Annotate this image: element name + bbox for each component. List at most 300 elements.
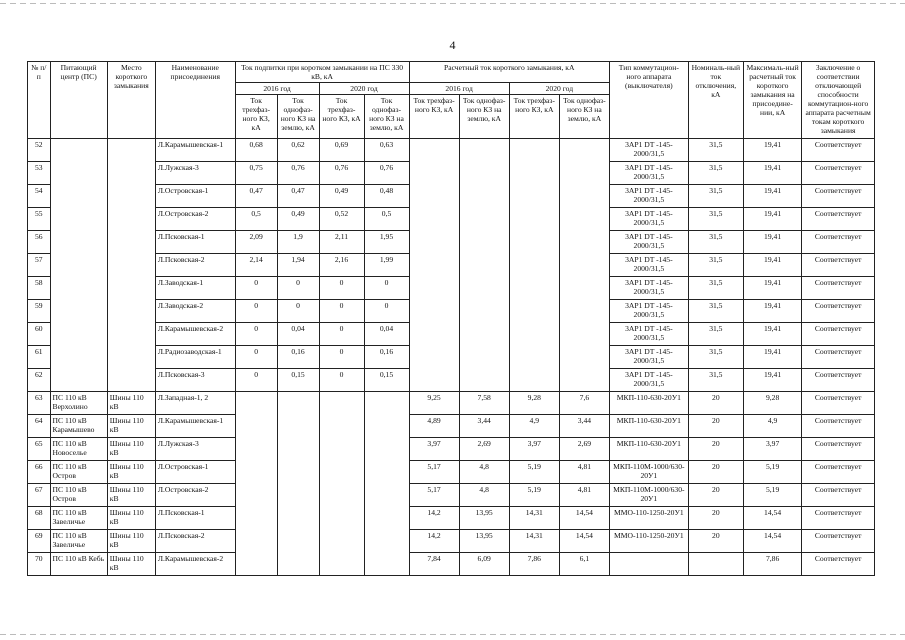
cell-row-number: 68 <box>28 507 51 530</box>
cell-feed-2016-3ph: 2,14 <box>235 254 277 277</box>
cell-max-current: 19,41 <box>743 254 801 277</box>
cell-feeding-center <box>50 208 107 231</box>
cell-fault-location: Шины 110 кВ <box>107 415 155 438</box>
cell-calc-2020-1ph <box>559 231 609 254</box>
cell-calc-2020-1ph <box>559 300 609 323</box>
cell-feed-2020-1ph: 0,15 <box>364 369 409 392</box>
cell-feeding-center: ПС 110 кВ Остров <box>50 461 107 484</box>
cell-rated-current: 31,5 <box>688 277 743 300</box>
cell-max-current: 19,41 <box>743 139 801 162</box>
cell-calc-2016-1ph <box>459 231 509 254</box>
cell-feed-2016-3ph: 0 <box>235 323 277 346</box>
cell-calc-2016-3ph <box>409 231 459 254</box>
cell-calc-2020-3ph <box>509 369 559 392</box>
cell-max-current: 7,86 <box>743 553 801 576</box>
table-row <box>28 507 875 530</box>
cell-feed-2020-1ph <box>364 415 409 438</box>
cell-calc-2020-3ph <box>509 185 559 208</box>
cell-feeding-center <box>50 231 107 254</box>
cell-calc-2016-1ph <box>459 208 509 231</box>
cell-feed-2016-3ph: 2,09 <box>235 231 277 254</box>
cell-conclusion: Соответствует <box>802 139 875 162</box>
cell-calc-2016-3ph <box>409 139 459 162</box>
cell-feeding-center: ПС 110 кВ Кебь <box>50 553 107 576</box>
cell-fault-location <box>107 277 155 300</box>
cell-feed-2016-1ph: 0 <box>277 277 319 300</box>
cell-switch-type: МКП-110М-1000/630-20У1 <box>609 484 688 507</box>
cell-feed-2016-1ph: 0,15 <box>277 369 319 392</box>
cell-rated-current <box>688 553 743 576</box>
cell-conclusion: Соответствует <box>802 185 875 208</box>
cell-feeding-center: ПС 110 кВ Остров <box>50 484 107 507</box>
cell-conclusion: Соответствует <box>802 530 875 553</box>
cell-feed-2016-3ph <box>235 415 277 438</box>
cell-calc-2020-1ph: 14,54 <box>559 530 609 553</box>
scan-artifact-bottom <box>0 634 905 635</box>
cell-calc-2020-3ph <box>509 162 559 185</box>
cell-feed-2020-3ph: 0,76 <box>319 162 364 185</box>
cell-calc-2016-1ph <box>459 300 509 323</box>
table-row <box>28 530 875 553</box>
cell-feed-2016-3ph <box>235 461 277 484</box>
cell-row-number: 52 <box>28 139 51 162</box>
cell-fault-location: Шины 110 кВ <box>107 484 155 507</box>
cell-fault-location <box>107 346 155 369</box>
cell-feed-2020-3ph <box>319 415 364 438</box>
cell-connection-name: Л.Западная-1, 2 <box>155 392 235 415</box>
cell-rated-current: 31,5 <box>688 208 743 231</box>
cell-feed-2020-3ph: 2,16 <box>319 254 364 277</box>
cell-fault-location <box>107 369 155 392</box>
cell-rated-current: 31,5 <box>688 346 743 369</box>
cell-row-number: 67 <box>28 484 51 507</box>
cell-feed-2016-1ph <box>277 415 319 438</box>
header-calc-2016-1ph: Ток однофаз-ного КЗ на землю, кА <box>459 95 509 139</box>
cell-row-number: 55 <box>28 208 51 231</box>
table-row <box>28 369 875 392</box>
cell-feed-2020-1ph <box>364 438 409 461</box>
cell-calc-2020-1ph: 6,1 <box>559 553 609 576</box>
cell-feed-2020-1ph: 0,16 <box>364 346 409 369</box>
cell-max-current: 9,28 <box>743 392 801 415</box>
cell-fault-location <box>107 323 155 346</box>
cell-calc-2020-1ph <box>559 139 609 162</box>
cell-switch-type <box>609 553 688 576</box>
cell-feed-2020-1ph: 0,76 <box>364 162 409 185</box>
cell-feeding-center: ПС 110 кВ Завеличье <box>50 530 107 553</box>
cell-calc-2020-1ph: 4,81 <box>559 461 609 484</box>
cell-rated-current: 20 <box>688 438 743 461</box>
cell-calc-2016-1ph: 13,95 <box>459 507 509 530</box>
cell-max-current: 19,41 <box>743 346 801 369</box>
cell-connection-name: Л.Заводская-1 <box>155 277 235 300</box>
cell-switch-type: 3AP1 DT -145-2000/31,5 <box>609 346 688 369</box>
header-fault-location: Место короткого замыкания <box>107 62 155 139</box>
table-row <box>28 553 875 576</box>
cell-feed-2020-1ph <box>364 484 409 507</box>
header-feed-2020: 2020 год <box>319 83 409 95</box>
cell-calc-2016-3ph: 5,17 <box>409 461 459 484</box>
cell-row-number: 57 <box>28 254 51 277</box>
table-row <box>28 139 875 162</box>
cell-feed-2016-3ph <box>235 553 277 576</box>
cell-calc-2016-1ph: 4,8 <box>459 461 509 484</box>
cell-connection-name: Л.Островская-1 <box>155 461 235 484</box>
cell-feed-2016-3ph <box>235 484 277 507</box>
cell-max-current: 19,41 <box>743 323 801 346</box>
cell-feed-2016-1ph: 0,04 <box>277 323 319 346</box>
cell-row-number: 56 <box>28 231 51 254</box>
cell-calc-2020-3ph: 4,9 <box>509 415 559 438</box>
cell-switch-type: МКП-110-630-20У1 <box>609 438 688 461</box>
cell-feed-2016-1ph: 1,94 <box>277 254 319 277</box>
cell-fault-location <box>107 185 155 208</box>
header-calc-current: Расчетный ток короткого замыкания, кА <box>409 62 609 83</box>
cell-calc-2020-3ph: 14,31 <box>509 530 559 553</box>
cell-feed-2016-3ph: 0 <box>235 369 277 392</box>
cell-fault-location <box>107 139 155 162</box>
cell-feed-2016-3ph: 0 <box>235 346 277 369</box>
cell-feeding-center <box>50 300 107 323</box>
cell-switch-type: ММО-110-1250-20У1 <box>609 507 688 530</box>
cell-connection-name: Л.Псковская-1 <box>155 507 235 530</box>
table-row <box>28 461 875 484</box>
cell-connection-name: Л.Псковская-3 <box>155 369 235 392</box>
cell-feed-2016-3ph: 0,5 <box>235 208 277 231</box>
cell-feed-2020-1ph: 0,48 <box>364 185 409 208</box>
cell-feed-2016-3ph <box>235 438 277 461</box>
cell-calc-2016-1ph: 4,8 <box>459 484 509 507</box>
cell-connection-name: Л.Карамышевская-1 <box>155 415 235 438</box>
cell-feed-2020-3ph <box>319 484 364 507</box>
table-row <box>28 254 875 277</box>
cell-calc-2020-1ph <box>559 162 609 185</box>
cell-calc-2020-3ph: 9,28 <box>509 392 559 415</box>
cell-calc-2016-3ph <box>409 277 459 300</box>
cell-row-number: 65 <box>28 438 51 461</box>
scan-artifact-top <box>0 3 905 4</box>
cell-feed-2020-1ph: 0,63 <box>364 139 409 162</box>
cell-conclusion: Соответствует <box>802 484 875 507</box>
cell-conclusion: Соответствует <box>802 323 875 346</box>
cell-calc-2020-3ph <box>509 300 559 323</box>
table-row <box>28 300 875 323</box>
table-row <box>28 208 875 231</box>
cell-fault-location <box>107 208 155 231</box>
cell-max-current: 19,41 <box>743 185 801 208</box>
cell-calc-2016-1ph: 7,58 <box>459 392 509 415</box>
cell-calc-2016-3ph: 5,17 <box>409 484 459 507</box>
header-feed-2016-3ph: Ток трехфаз-ного КЗ, кА <box>235 95 277 139</box>
cell-max-current: 19,41 <box>743 208 801 231</box>
cell-rated-current: 20 <box>688 415 743 438</box>
cell-row-number: 60 <box>28 323 51 346</box>
cell-feeding-center <box>50 346 107 369</box>
cell-fault-location <box>107 254 155 277</box>
cell-connection-name: Л.Псковская-1 <box>155 231 235 254</box>
cell-calc-2016-3ph: 14,2 <box>409 530 459 553</box>
cell-row-number: 59 <box>28 300 51 323</box>
cell-feed-2016-3ph: 0 <box>235 277 277 300</box>
cell-calc-2016-1ph <box>459 277 509 300</box>
cell-row-number: 63 <box>28 392 51 415</box>
header-conclusion: Заключение о соответствии отключающей способности коммутацион-ного аппарата расчетным токам короткого замыкания <box>802 62 875 139</box>
cell-conclusion: Соответствует <box>802 300 875 323</box>
cell-fault-location <box>107 300 155 323</box>
cell-feeding-center: ПС 110 кВ Завеличье <box>50 507 107 530</box>
cell-calc-2020-3ph <box>509 231 559 254</box>
cell-feed-2020-3ph: 0 <box>319 369 364 392</box>
header-calc-2020-3ph: Ток трехфаз-ного КЗ, кА <box>509 95 559 139</box>
cell-feed-2020-1ph <box>364 507 409 530</box>
cell-feed-2016-1ph <box>277 484 319 507</box>
cell-calc-2016-1ph <box>459 162 509 185</box>
cell-feed-2020-1ph: 0,04 <box>364 323 409 346</box>
cell-connection-name: Л.Карамышевская-2 <box>155 323 235 346</box>
cell-max-current: 14,54 <box>743 507 801 530</box>
cell-feed-2020-3ph: 0 <box>319 300 364 323</box>
cell-calc-2020-1ph <box>559 185 609 208</box>
header-calc-2016-3ph: Ток трехфаз-ного КЗ, кА <box>409 95 459 139</box>
cell-fault-location: Шины 110 кВ <box>107 530 155 553</box>
cell-calc-2016-1ph <box>459 369 509 392</box>
cell-feeding-center <box>50 162 107 185</box>
cell-calc-2020-3ph <box>509 323 559 346</box>
header-feed-current: Ток подпитки при коротком замыкании на ПС 330 кВ, кА <box>235 62 409 83</box>
cell-rated-current: 31,5 <box>688 231 743 254</box>
cell-calc-2016-3ph: 7,84 <box>409 553 459 576</box>
cell-calc-2016-3ph <box>409 323 459 346</box>
cell-calc-2020-3ph: 14,31 <box>509 507 559 530</box>
cell-feed-2020-3ph: 0,52 <box>319 208 364 231</box>
cell-calc-2016-1ph <box>459 139 509 162</box>
cell-feeding-center: ПС 110 кВ Карамышево <box>50 415 107 438</box>
cell-calc-2020-1ph: 14,54 <box>559 507 609 530</box>
cell-calc-2016-3ph <box>409 254 459 277</box>
cell-calc-2020-1ph: 2,69 <box>559 438 609 461</box>
cell-connection-name: Л.Карамышевская-2 <box>155 553 235 576</box>
cell-feeding-center <box>50 323 107 346</box>
cell-row-number: 69 <box>28 530 51 553</box>
cell-connection-name: Л.Псковская-2 <box>155 254 235 277</box>
header-feeding-center: Питающий центр (ПС) <box>50 62 107 139</box>
cell-feed-2016-1ph <box>277 507 319 530</box>
cell-calc-2020-3ph <box>509 254 559 277</box>
cell-calc-2020-1ph: 4,81 <box>559 484 609 507</box>
cell-row-number: 70 <box>28 553 51 576</box>
cell-rated-current: 20 <box>688 507 743 530</box>
cell-calc-2020-1ph <box>559 277 609 300</box>
cell-switch-type: ММО-110-1250-20У1 <box>609 530 688 553</box>
cell-feed-2020-3ph: 0 <box>319 277 364 300</box>
header-num: № п/п <box>28 62 51 139</box>
cell-calc-2016-1ph <box>459 323 509 346</box>
cell-max-current: 19,41 <box>743 369 801 392</box>
cell-calc-2020-3ph <box>509 208 559 231</box>
table-row <box>28 415 875 438</box>
cell-feed-2016-1ph: 0,47 <box>277 185 319 208</box>
cell-conclusion: Соответствует <box>802 346 875 369</box>
cell-feed-2020-3ph <box>319 392 364 415</box>
header-rated-current: Номиналь-ный ток отключения, кА <box>688 62 743 139</box>
cell-feed-2020-3ph: 2,11 <box>319 231 364 254</box>
cell-feed-2016-1ph: 0,62 <box>277 139 319 162</box>
cell-calc-2020-1ph <box>559 208 609 231</box>
cell-feed-2020-3ph <box>319 438 364 461</box>
cell-switch-type: 3AP1 DT -145-2000/31,5 <box>609 277 688 300</box>
cell-feed-2020-1ph <box>364 530 409 553</box>
header-feed-2016: 2016 год <box>235 83 319 95</box>
cell-feed-2020-3ph: 0 <box>319 323 364 346</box>
cell-fault-location: Шины 110 кВ <box>107 507 155 530</box>
header-calc-2016: 2016 год <box>409 83 509 95</box>
cell-feed-2016-1ph: 0,49 <box>277 208 319 231</box>
header-feed-2020-1ph: Ток однофаз-ного КЗ на землю, кА <box>364 95 409 139</box>
cell-rated-current: 31,5 <box>688 300 743 323</box>
cell-conclusion: Соответствует <box>802 277 875 300</box>
cell-feeding-center: ПС 110 кВ Новоселье <box>50 438 107 461</box>
cell-max-current: 5,19 <box>743 484 801 507</box>
cell-feed-2016-1ph <box>277 553 319 576</box>
cell-conclusion: Соответствует <box>802 208 875 231</box>
table-row <box>28 346 875 369</box>
cell-row-number: 61 <box>28 346 51 369</box>
cell-max-current: 19,41 <box>743 231 801 254</box>
cell-feed-2020-1ph: 1,95 <box>364 231 409 254</box>
cell-feed-2016-1ph: 0,16 <box>277 346 319 369</box>
cell-calc-2016-3ph <box>409 369 459 392</box>
cell-conclusion: Соответствует <box>802 369 875 392</box>
cell-max-current: 3,97 <box>743 438 801 461</box>
cell-switch-type: 3AP1 DT -145-2000/31,5 <box>609 231 688 254</box>
cell-switch-type: 3AP1 DT -145-2000/31,5 <box>609 254 688 277</box>
cell-rated-current: 20 <box>688 530 743 553</box>
header-feed-2016-1ph: Ток однофаз-ного КЗ на землю, кА <box>277 95 319 139</box>
table-row <box>28 392 875 415</box>
cell-calc-2016-1ph <box>459 254 509 277</box>
cell-calc-2020-3ph: 5,19 <box>509 461 559 484</box>
cell-calc-2020-3ph <box>509 277 559 300</box>
cell-calc-2016-3ph: 14,2 <box>409 507 459 530</box>
cell-rated-current: 31,5 <box>688 162 743 185</box>
cell-rated-current: 31,5 <box>688 139 743 162</box>
cell-row-number: 58 <box>28 277 51 300</box>
cell-feed-2016-3ph: 0,47 <box>235 185 277 208</box>
cell-rated-current: 20 <box>688 392 743 415</box>
table-row <box>28 231 875 254</box>
cell-connection-name: Л.Лужская-3 <box>155 162 235 185</box>
cell-conclusion: Соответствует <box>802 461 875 484</box>
cell-connection-name: Л.Островская-2 <box>155 484 235 507</box>
cell-row-number: 66 <box>28 461 51 484</box>
cell-max-current: 19,41 <box>743 277 801 300</box>
cell-max-current: 14,54 <box>743 530 801 553</box>
cell-switch-type: МКП-110М-1000/630-20У1 <box>609 461 688 484</box>
cell-feeding-center <box>50 254 107 277</box>
cell-switch-type: 3AP1 DT -145-2000/31,5 <box>609 369 688 392</box>
header-switch-type: Тип коммутацион-ного аппарата (выключателя) <box>609 62 688 139</box>
cell-calc-2016-3ph <box>409 162 459 185</box>
cell-fault-location: Шины 110 кВ <box>107 392 155 415</box>
cell-conclusion: Соответствует <box>802 553 875 576</box>
cell-feed-2020-3ph: 0 <box>319 346 364 369</box>
cell-rated-current: 20 <box>688 484 743 507</box>
cell-conclusion: Соответствует <box>802 438 875 461</box>
cell-feed-2016-3ph <box>235 392 277 415</box>
cell-feed-2016-1ph <box>277 438 319 461</box>
cell-feed-2020-3ph <box>319 553 364 576</box>
cell-feed-2016-3ph: 0 <box>235 300 277 323</box>
cell-calc-2016-3ph <box>409 300 459 323</box>
cell-feed-2020-1ph <box>364 392 409 415</box>
table-row <box>28 323 875 346</box>
cell-feed-2020-3ph <box>319 507 364 530</box>
header-calc-2020: 2020 год <box>509 83 609 95</box>
header-max-current: Максималь-ный расчетный ток короткого замыкания на присоедине-нии, кА <box>743 62 801 139</box>
cell-feeding-center <box>50 139 107 162</box>
table-body <box>28 139 875 576</box>
cell-feed-2020-3ph: 0,49 <box>319 185 364 208</box>
cell-feed-2020-1ph: 0 <box>364 300 409 323</box>
cell-feed-2016-3ph <box>235 507 277 530</box>
table-row <box>28 277 875 300</box>
cell-feeding-center <box>50 277 107 300</box>
cell-fault-location <box>107 162 155 185</box>
cell-feed-2020-1ph <box>364 461 409 484</box>
cell-calc-2016-3ph <box>409 346 459 369</box>
cell-feed-2016-1ph <box>277 392 319 415</box>
cell-calc-2016-3ph: 9,25 <box>409 392 459 415</box>
short-circuit-table <box>27 61 875 576</box>
cell-row-number: 53 <box>28 162 51 185</box>
cell-connection-name: Л.Псковская-2 <box>155 530 235 553</box>
cell-switch-type: 3AP1 DT -145-2000/31,5 <box>609 185 688 208</box>
cell-calc-2016-3ph <box>409 185 459 208</box>
cell-max-current: 19,41 <box>743 300 801 323</box>
cell-feed-2016-1ph: 0,76 <box>277 162 319 185</box>
cell-feed-2016-3ph: 0,68 <box>235 139 277 162</box>
cell-calc-2016-3ph <box>409 208 459 231</box>
cell-calc-2016-1ph: 2,69 <box>459 438 509 461</box>
cell-rated-current: 31,5 <box>688 369 743 392</box>
cell-switch-type: 3AP1 DT -145-2000/31,5 <box>609 300 688 323</box>
cell-feed-2020-1ph: 1,99 <box>364 254 409 277</box>
cell-feed-2016-3ph: 0,75 <box>235 162 277 185</box>
cell-connection-name: Л.Лужская-3 <box>155 438 235 461</box>
cell-feed-2016-1ph <box>277 530 319 553</box>
cell-rated-current: 31,5 <box>688 254 743 277</box>
page-number: 4 <box>449 38 456 52</box>
cell-calc-2020-3ph: 7,86 <box>509 553 559 576</box>
cell-max-current: 5,19 <box>743 461 801 484</box>
cell-rated-current: 20 <box>688 461 743 484</box>
cell-calc-2020-3ph <box>509 346 559 369</box>
cell-conclusion: Соответствует <box>802 254 875 277</box>
cell-max-current: 19,41 <box>743 162 801 185</box>
cell-switch-type: МКП-110-630-20У1 <box>609 392 688 415</box>
cell-calc-2016-1ph: 3,44 <box>459 415 509 438</box>
cell-calc-2020-3ph: 5,19 <box>509 484 559 507</box>
cell-calc-2016-1ph: 6,09 <box>459 553 509 576</box>
cell-calc-2020-1ph <box>559 369 609 392</box>
cell-feed-2016-1ph: 1,9 <box>277 231 319 254</box>
cell-fault-location <box>107 231 155 254</box>
cell-row-number: 64 <box>28 415 51 438</box>
header-connection-name: Наименование присоединения <box>155 62 235 139</box>
table-row <box>28 438 875 461</box>
cell-feeding-center: ПС 110 кВ Верхолино <box>50 392 107 415</box>
header-calc-2020-1ph: Ток однофаз-ного КЗ на землю, кА <box>559 95 609 139</box>
